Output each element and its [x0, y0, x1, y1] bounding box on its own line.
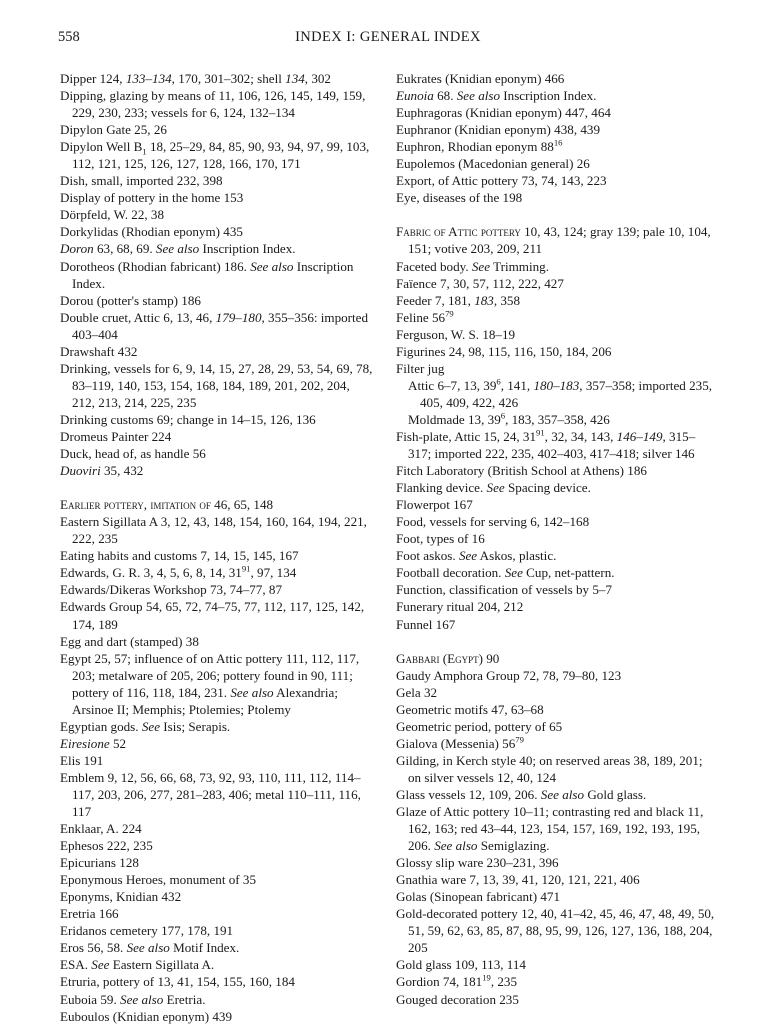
index-entry-text: Geometric motifs 47, 63–68	[396, 701, 544, 717]
index-entry	[396, 854, 718, 871]
index-entry-text: 1	[142, 146, 147, 157]
index-entry-text: , 315–317; imported 222, 235, 402–403, 417–418; silver 146	[408, 428, 696, 462]
index-entry	[60, 650, 374, 718]
index-entry-text: Glossy slip ware 230–231, 396	[396, 855, 559, 871]
index-entry-text: Semiglazing.	[477, 838, 550, 854]
index-entry	[396, 530, 718, 547]
index-entry	[60, 973, 374, 990]
index-entry-text: Euboia 59.	[60, 991, 121, 1007]
index-entry	[60, 70, 374, 87]
index-entry-text: Eponymous Heroes, monument of 35	[60, 872, 257, 888]
index-entry-text: Dörpfeld, W. 22, 38	[60, 207, 165, 223]
index-entry	[60, 871, 374, 888]
index-entry	[60, 922, 374, 939]
index-entry	[60, 206, 374, 223]
index-entry-text: Etruria, pottery of 13, 41, 154, 155, 160, 184	[60, 974, 295, 990]
index-entry-text: See also	[126, 940, 170, 956]
index-entry-text: Duoviri	[60, 463, 101, 479]
index-entry	[60, 991, 374, 1008]
index-entry	[60, 939, 374, 956]
index-entry-text: Epicurians 128	[60, 855, 139, 871]
index-entry	[60, 888, 374, 905]
index-entry-text: ESA.	[60, 957, 92, 973]
index-entry	[60, 87, 374, 121]
index-entry-text: Dipping, glazing by means of 11, 106, 126, 145, 149, 159, 229, 230, 233; vessels for 6, 124, 132–134	[60, 88, 366, 121]
index-entry	[60, 564, 374, 581]
index-entry-text: , 183, 357–358, 426	[505, 411, 610, 427]
index-entry	[60, 309, 374, 343]
index-entry	[396, 564, 718, 581]
index-entry-text: 90	[482, 650, 500, 666]
index-entry-text: Drinking, vessels for 6, 9, 14, 15, 27, 28, 29, 53, 54, 69, 78, 83–119, 140, 153, 154, 168, 184, 189, 201, 202, 204, 212, 213, 214, 225, 235	[60, 360, 373, 410]
page-number: 558	[58, 29, 80, 45]
index-entry-text: Double cruet, Attic 6, 13, 46,	[60, 309, 216, 325]
index-entry	[60, 769, 374, 820]
index-entry-text: Dipylon Well B	[60, 139, 143, 155]
index-entry-text: Isis; Serapis.	[160, 718, 231, 734]
index-entry	[396, 803, 718, 854]
index-entry	[408, 411, 718, 428]
index-entry-text: Gouged decoration 235	[396, 991, 519, 1007]
index-entry	[396, 735, 718, 752]
index-entry-text: Moldmade 13, 39	[408, 411, 501, 427]
index-entry	[60, 428, 374, 445]
index-entry	[60, 820, 374, 837]
index-entry	[396, 991, 718, 1008]
index-entry-text: 18, 25–29, 84, 85, 90, 93, 94, 97, 99, 103, 112, 121, 125, 126, 127, 128, 166, 170, 171	[72, 139, 370, 172]
index-entry	[60, 1008, 374, 1025]
index-entry-text: See	[458, 548, 478, 564]
index-entry	[60, 462, 374, 479]
index-entry-text: 6	[500, 410, 506, 421]
index-entry	[60, 513, 374, 547]
index-entry-text: 6	[496, 376, 501, 387]
index-entry-text: Enklaar, A. 224	[60, 821, 142, 837]
index-entry-text: Eponyms, Knidian 432	[60, 889, 182, 905]
index-entry-text: Attic 6–7, 13, 39	[408, 377, 497, 393]
index-entry	[396, 172, 718, 189]
index-entry	[396, 496, 718, 513]
index-entry-text: Eastern Sigillata A 3, 12, 43, 148, 154, 160, 164, 194, 221, 222, 235	[60, 514, 367, 547]
index-entry-text: 10, 43, 124; gray 139; pale 10, 104, 151; votive 203, 209, 211	[408, 224, 711, 257]
index-entry-text: 183	[474, 292, 494, 308]
index-entry	[396, 275, 718, 292]
index-entry	[396, 138, 718, 155]
index-entry-text: See	[486, 480, 505, 496]
index-entry-text: Askos, plastic.	[477, 548, 557, 564]
index-entry-text: 91	[241, 564, 251, 574]
index-entry	[60, 581, 374, 598]
index-entry-text: Display of pottery in the home 153	[60, 190, 244, 206]
index-entry-text: Geometric period, pottery of 65	[396, 718, 563, 734]
index-entry	[60, 360, 374, 411]
index-entry-text: , 170, 301–302; shell	[171, 71, 286, 86]
index-entry-text: Duck, head of, as handle 56	[60, 446, 206, 462]
index-entry-text: , 97, 134	[250, 565, 297, 581]
index-entry	[60, 854, 374, 871]
index-entry-text: Elis 191	[60, 752, 104, 768]
index-entry-text: Fitch Laboratory (British School at Athens) 186	[396, 463, 647, 479]
index-column-right	[396, 70, 718, 1008]
index-entry-text: Dish, small, imported 232, 398	[60, 173, 223, 189]
index-entry-text: Emblem 9, 12, 56, 66, 68, 73, 92, 93, 110, 111, 112, 114–117, 203, 206, 277, 281–283, 406; metal 110–111, 116, 117	[60, 769, 361, 820]
index-entry-text: Glass vessels 12, 109, 206.	[396, 786, 541, 802]
index-entry	[60, 633, 374, 650]
index-entry	[60, 956, 374, 973]
index-entry-text: Drawshaft 432	[60, 343, 138, 359]
index-entry-text: Fabric of Attic pottery	[396, 224, 521, 240]
index-entry-text: 91	[536, 427, 545, 438]
index-entry-text: Gold glass.	[584, 786, 647, 802]
index-entry-text: See	[471, 258, 491, 274]
index-entry-text: 63, 68, 69.	[93, 241, 156, 257]
index-entry-text: Drinking customs 69; change in 14–15, 126, 136	[60, 411, 316, 427]
index-entry-text: Eukrates (Knidian eponym) 466	[396, 71, 565, 86]
index-entry-text: Gela 32	[396, 684, 438, 700]
index-entry-text: 68.	[433, 88, 457, 104]
index-entry-text: Alexandria; Arsinoe II; Memphis; Ptolemies; Ptolemy	[72, 684, 338, 717]
index-entry	[396, 616, 718, 633]
index-entry	[60, 138, 374, 172]
index-entry	[396, 513, 718, 530]
index-entry-text: 180–183	[533, 377, 580, 393]
index-entry-text: 52	[109, 735, 127, 751]
index-entry	[396, 701, 718, 718]
index-entry	[60, 189, 374, 206]
index-entry	[396, 598, 718, 615]
index-entry	[60, 445, 374, 462]
index-entry-text: 179–180	[215, 309, 262, 325]
index-entry	[60, 598, 374, 632]
index-entry	[396, 87, 718, 104]
index-entry-text: Faïence 7, 30, 57, 112, 222, 427	[396, 275, 564, 291]
index-entry-text: Dorou (potter's stamp) 186	[60, 292, 201, 308]
index-entry-text: 19	[482, 973, 491, 984]
index-entry-text: Gaudy Amphora Group 72, 78, 79–80, 123	[396, 667, 622, 683]
index-entry-text: Eastern Sigillata A.	[109, 957, 215, 973]
index-entry	[396, 428, 718, 462]
index-entry-text: 16	[553, 137, 563, 148]
index-entry-text: Foot, types of 16	[396, 531, 485, 547]
index-entry-text: See also	[434, 838, 478, 854]
index-entry	[60, 905, 374, 922]
index-entry-text: Football decoration.	[396, 565, 505, 581]
index-entry-text: See	[91, 957, 110, 973]
index-entry-text: Dipylon Gate 25, 26	[60, 122, 167, 138]
index-entry-text: Export, of Attic pottery 73, 74, 143, 223	[396, 173, 607, 189]
index-entry-text: Dipper 124,	[60, 71, 126, 86]
index-entry	[396, 326, 718, 343]
index-entry-text: Eridanos cemetery 177, 178, 191	[60, 923, 234, 939]
index-entry	[396, 479, 718, 496]
index-entry	[396, 155, 718, 172]
index-entry	[396, 667, 718, 684]
index-entry	[60, 343, 374, 360]
index-entry-text: Ephesos 222, 235	[60, 838, 153, 854]
index-entry-text: Egyptian gods.	[60, 718, 142, 734]
index-entry	[396, 309, 718, 326]
index-entry-text: See also	[230, 684, 274, 700]
index-entry	[60, 121, 374, 138]
index-entry-text: Egypt 25, 57; influence of on Attic pottery 111, 112, 117, 203; metalware of 205, 206; pottery found in 90, 111; pottery of 116, 118, 184, 231.	[60, 650, 360, 700]
index-entry-text: Golas (Sinopean fabricant) 471	[396, 889, 560, 905]
index-entry-text: Euphron, Rhodian eponym 88	[396, 139, 554, 155]
index-entry-text: Inscription Index.	[199, 241, 296, 257]
index-entry-text: See also	[250, 258, 294, 274]
index-entry-text: Eretria.	[163, 991, 206, 1007]
index-entry	[396, 360, 718, 377]
index-entry-text: Trimming.	[490, 258, 549, 274]
index-entry-text: See also	[120, 991, 164, 1007]
index-entry-text: See also	[540, 786, 585, 802]
index-entry	[60, 752, 374, 769]
index-entry	[396, 547, 718, 564]
index-entry-text: See	[141, 718, 161, 734]
page-header	[58, 29, 718, 51]
index-entry-text: See also	[456, 88, 501, 104]
index-entry-text: Gialova (Messenia) 56	[396, 735, 516, 751]
index-entry-text: Dorotheos (Rhodian fabricant) 186.	[60, 258, 251, 274]
index-entry	[396, 956, 718, 973]
index-entry-text: Feline 56	[396, 309, 446, 325]
index-entry-text: See	[504, 565, 523, 581]
index-entry-text: , 358	[493, 292, 521, 308]
index-entry-text: 146–149	[616, 428, 663, 444]
index-entry-text: Gold-decorated pottery 12, 40, 41–42, 45, 46, 47, 48, 49, 50, 51, 59, 62, 63, 85, 87, 88, 95, 99, 126, 127, 136, 188, 204, 205	[396, 906, 715, 956]
index-entry-text: Edwards, G. R. 3, 4, 5, 6, 8, 14, 31	[60, 565, 242, 581]
index-entry-text: Gordion 74, 181	[396, 974, 483, 990]
index-entry-text: Filter jug	[396, 360, 445, 376]
index-entry-text: , 235	[490, 974, 518, 990]
index-entry-text: Eretria 166	[60, 906, 119, 922]
index-entry	[396, 786, 718, 803]
index-entry-text: Gilding, in Kerch style 40; on reserved areas 38, 189, 201; on silver vessels 12, 40, 124	[396, 752, 703, 785]
index-entry	[60, 547, 374, 564]
index-entry	[408, 377, 718, 411]
index-entry-text: Gnathia ware 7, 13, 39, 41, 120, 121, 221, 406	[396, 872, 640, 888]
index-entry-text: Inscription Index.	[72, 258, 354, 291]
index-entry-text: Fish-plate, Attic 15, 24, 31	[396, 428, 537, 444]
index-entry-text: 133–134	[125, 71, 172, 86]
index-entry-text: Euboulos (Knidian eponym) 439	[60, 1008, 233, 1024]
index-entry	[396, 189, 718, 206]
index-entry-text: Faceted body.	[396, 258, 472, 274]
index-entry	[396, 973, 718, 990]
index-entry-text: 79	[515, 734, 524, 745]
index-entry	[396, 258, 718, 275]
index-entry-text: Funnel 167	[396, 616, 456, 632]
index-entry-text: Food, vessels for serving 6, 142–168	[396, 514, 590, 530]
index-entry	[60, 837, 374, 854]
index-entry	[60, 258, 374, 292]
index-entry-text: Flowerpot 167	[396, 497, 473, 513]
index-entry-text: Cup, net-pattern.	[522, 565, 615, 581]
index-entry-text: Eunoia	[396, 88, 434, 104]
index-entry	[396, 752, 718, 786]
index-entry-text: Euphranor (Knidian eponym) 438, 439	[396, 122, 601, 138]
index-entry	[396, 70, 718, 87]
index-entry	[396, 905, 718, 956]
index-entry	[396, 104, 718, 121]
index-entry	[60, 411, 374, 428]
index-entry-text: Edwards/Dikeras Workshop 73, 74–77, 87	[60, 582, 282, 598]
index-entry-text: Dorkylidas (Rhodian eponym) 435	[60, 224, 243, 240]
index-entry-text: Euphragoras (Knidian eponym) 447, 464	[396, 105, 611, 121]
index-entry	[60, 735, 374, 752]
index-entry-text: Dromeus Painter 224	[60, 428, 172, 444]
index-entry-text: 79	[445, 308, 454, 319]
running-title: INDEX I: GENERAL INDEX	[295, 29, 481, 45]
index-entry	[396, 121, 718, 138]
index-column-left	[60, 70, 374, 1025]
index-entry	[60, 496, 374, 513]
index-entry-text: Motif Index.	[169, 940, 240, 956]
index-entry-text: Flanking device.	[396, 480, 487, 496]
index-entry-text: Ferguson, W. S. 18–19	[396, 326, 516, 342]
index-entry-text: Glaze of Attic pottery 10–11; contrasting red and black 11, 162, 163; red 43–44, 123, 154, 157, 169, 192, 193, 195, 206.	[396, 804, 704, 854]
index-entry	[396, 223, 718, 257]
index-entry-text: Spacing device.	[504, 480, 591, 496]
index-entry-text: See also	[155, 241, 200, 257]
index-entry	[396, 650, 718, 667]
index-entry-text: , 32, 34, 143,	[544, 428, 617, 444]
index-entry-text: Egg and dart (stamped) 38	[60, 633, 199, 649]
index-entry	[396, 581, 718, 598]
index-entry-text: Earlier pottery, imitation of	[60, 497, 211, 513]
index-entry	[396, 292, 718, 309]
index-entry	[60, 172, 374, 189]
index-entry	[60, 718, 374, 735]
index-entry	[396, 343, 718, 360]
index-entry	[60, 223, 374, 240]
index-entry-text: Funerary ritual 204, 212	[396, 599, 524, 615]
index-entry	[396, 462, 718, 479]
index-entry	[396, 888, 718, 905]
index-entry-text: Function, classification of vessels by 5–7	[396, 582, 613, 598]
index-entry-text: Eros 56, 58.	[60, 940, 127, 956]
index-entry	[396, 871, 718, 888]
index-entry	[60, 240, 374, 257]
index-entry-text: Inscription Index.	[500, 88, 597, 104]
index-entry-text: , 302	[304, 71, 331, 86]
index-entry-text: 46, 65, 148	[210, 497, 274, 513]
index-entry-text: 134	[285, 71, 305, 86]
index-entry-text: Gold glass 109, 113, 114	[396, 957, 526, 973]
index-entry-text: Eupolemos (Macedonian general) 26	[396, 156, 590, 172]
index-entry-text: , 141,	[500, 377, 534, 393]
index-entry-text: Gabbari (Egypt)	[396, 650, 483, 666]
index-entry-text: Feeder 7, 181,	[396, 292, 475, 308]
index-entry-text: Eating habits and customs 7, 14, 15, 145, 167	[60, 548, 299, 564]
index-entry	[396, 718, 718, 735]
index-entry-text: Doron	[60, 241, 94, 257]
index-entry-text: Eye, diseases of the 198	[396, 190, 523, 206]
index-entry-text: , 357–358; imported 235, 405, 409, 422, 426	[420, 377, 713, 410]
index-entry	[396, 684, 718, 701]
index-entry-text: Foot askos.	[396, 548, 459, 564]
index-entry-text: , 355–356: imported 403–404	[72, 309, 369, 342]
index-entry-text: Eiresione	[60, 735, 110, 751]
index-entry-text: Figurines 24, 98, 115, 116, 150, 184, 206	[396, 343, 612, 359]
index-entry-text: Edwards Group 54, 65, 72, 74–75, 77, 112, 117, 125, 142, 174, 189	[60, 599, 365, 632]
index-entry	[60, 292, 374, 309]
index-entry-text: 35, 432	[100, 463, 144, 479]
